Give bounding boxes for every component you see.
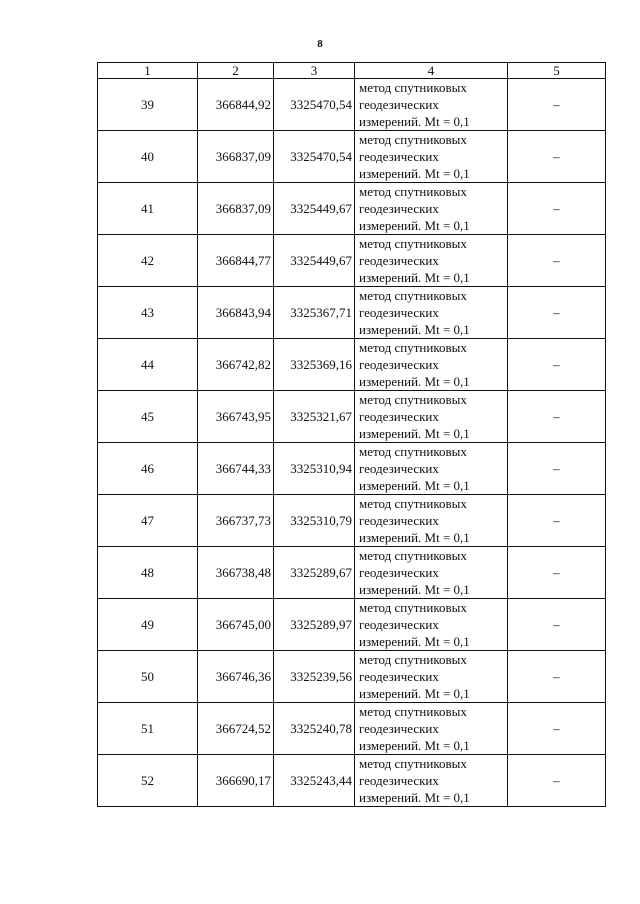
x-coordinate-cell: 366690,17	[198, 755, 274, 807]
table-row	[98, 131, 606, 183]
table-row	[98, 391, 606, 443]
y-coordinate-cell: 3325367,71	[274, 287, 355, 339]
table-row	[98, 443, 606, 495]
header-col-4: 4	[355, 63, 508, 79]
table-row	[98, 235, 606, 287]
page-number: 8	[317, 38, 323, 50]
method-text-line-2: геодезических	[359, 409, 439, 424]
point-number-cell: 50	[98, 651, 198, 703]
table-row	[98, 339, 606, 391]
method-cell	[355, 703, 508, 755]
method-text-line-3: измерений. Mt = 0,1	[359, 322, 470, 337]
table-row	[98, 547, 606, 599]
point-number-cell: 51	[98, 703, 198, 755]
x-coordinate-cell: 366844,92	[198, 79, 274, 131]
method-text-line-1: метод спутниковых	[359, 288, 467, 303]
method-text-line-1: метод спутниковых	[359, 80, 467, 95]
method-text-line-1: метод спутниковых	[359, 756, 467, 771]
method-text-line-3: измерений. Mt = 0,1	[359, 686, 470, 701]
method-cell	[355, 183, 508, 235]
method-text-line-2: геодезических	[359, 773, 439, 788]
column-5-cell: –	[508, 547, 606, 599]
x-coordinate-cell: 366744,33	[198, 443, 274, 495]
x-coordinate-cell: 366746,36	[198, 651, 274, 703]
method-text-line-1: метод спутниковых	[359, 392, 467, 407]
table-row	[98, 495, 606, 547]
point-number-cell: 42	[98, 235, 198, 287]
method-text-line-2: геодезических	[359, 721, 439, 736]
y-coordinate-cell: 3325321,67	[274, 391, 355, 443]
table-header-row	[98, 63, 606, 79]
column-5-cell: –	[508, 287, 606, 339]
method-text-line-3: измерений. Mt = 0,1	[359, 478, 470, 493]
x-coordinate-cell: 366737,73	[198, 495, 274, 547]
method-text-line-1: метод спутниковых	[359, 704, 467, 719]
method-text-line-1: метод спутниковых	[359, 652, 467, 667]
point-number-cell: 46	[98, 443, 198, 495]
y-coordinate-cell: 3325239,56	[274, 651, 355, 703]
column-5-cell: –	[508, 235, 606, 287]
method-text-line-3: измерений. Mt = 0,1	[359, 634, 470, 649]
point-number-cell: 40	[98, 131, 198, 183]
point-number-cell: 47	[98, 495, 198, 547]
x-coordinate-cell: 366844,77	[198, 235, 274, 287]
method-text-line-2: геодезических	[359, 357, 439, 372]
point-number-cell: 43	[98, 287, 198, 339]
column-5-cell: –	[508, 495, 606, 547]
method-text-line-1: метод спутниковых	[359, 496, 467, 511]
method-cell	[355, 235, 508, 287]
table-row	[98, 651, 606, 703]
point-number-cell: 49	[98, 599, 198, 651]
method-text-line-3: измерений. Mt = 0,1	[359, 114, 470, 129]
y-coordinate-cell: 3325369,16	[274, 339, 355, 391]
method-cell	[355, 79, 508, 131]
table-row	[98, 599, 606, 651]
y-coordinate-cell: 3325310,94	[274, 443, 355, 495]
method-cell	[355, 339, 508, 391]
method-text-line-2: геодезических	[359, 305, 439, 320]
header-col-2: 2	[198, 63, 274, 79]
point-number-cell: 44	[98, 339, 198, 391]
method-text-line-2: геодезических	[359, 149, 439, 164]
column-5-cell: –	[508, 391, 606, 443]
method-text-line-2: геодезических	[359, 97, 439, 112]
y-coordinate-cell: 3325289,97	[274, 599, 355, 651]
x-coordinate-cell: 366843,94	[198, 287, 274, 339]
header-col-3: 3	[274, 63, 355, 79]
method-text-line-3: измерений. Mt = 0,1	[359, 582, 470, 597]
method-text-line-1: метод спутниковых	[359, 132, 467, 147]
y-coordinate-cell: 3325310,79	[274, 495, 355, 547]
point-number-cell: 48	[98, 547, 198, 599]
point-number-cell: 39	[98, 79, 198, 131]
method-text-line-3: измерений. Mt = 0,1	[359, 738, 470, 753]
method-text-line-1: метод спутниковых	[359, 340, 467, 355]
table-row	[98, 755, 606, 807]
method-cell	[355, 391, 508, 443]
point-number-cell: 52	[98, 755, 198, 807]
method-cell	[355, 495, 508, 547]
x-coordinate-cell: 366837,09	[198, 131, 274, 183]
method-cell	[355, 547, 508, 599]
method-text-line-1: метод спутниковых	[359, 600, 467, 615]
method-text-line-2: геодезических	[359, 617, 439, 632]
y-coordinate-cell: 3325240,78	[274, 703, 355, 755]
column-5-cell: –	[508, 183, 606, 235]
method-text-line-2: геодезических	[359, 565, 439, 580]
table-row	[98, 79, 606, 131]
point-number-cell: 41	[98, 183, 198, 235]
method-text-line-2: геодезических	[359, 253, 439, 268]
method-text-line-3: измерений. Mt = 0,1	[359, 270, 470, 285]
table-row	[98, 183, 606, 235]
method-cell	[355, 287, 508, 339]
header-col-5: 5	[508, 63, 606, 79]
column-5-cell: –	[508, 703, 606, 755]
column-5-cell: –	[508, 339, 606, 391]
table-body	[98, 79, 606, 807]
point-number-cell: 45	[98, 391, 198, 443]
method-text-line-1: метод спутниковых	[359, 236, 467, 251]
method-text-line-3: измерений. Mt = 0,1	[359, 374, 470, 389]
x-coordinate-cell: 366742,82	[198, 339, 274, 391]
method-text-line-3: измерений. Mt = 0,1	[359, 530, 470, 545]
table-row	[98, 703, 606, 755]
method-text-line-2: геодезических	[359, 669, 439, 684]
method-cell	[355, 651, 508, 703]
y-coordinate-cell: 3325449,67	[274, 235, 355, 287]
method-text-line-2: геодезических	[359, 201, 439, 216]
x-coordinate-cell: 366743,95	[198, 391, 274, 443]
column-5-cell: –	[508, 79, 606, 131]
method-text-line-3: измерений. Mt = 0,1	[359, 166, 470, 181]
x-coordinate-cell: 366837,09	[198, 183, 274, 235]
method-text-line-3: измерений. Mt = 0,1	[359, 790, 470, 805]
y-coordinate-cell: 3325449,67	[274, 183, 355, 235]
method-text-line-2: геодезических	[359, 513, 439, 528]
method-text-line-1: метод спутниковых	[359, 548, 467, 563]
method-text-line-2: геодезических	[359, 461, 439, 476]
y-coordinate-cell: 3325289,67	[274, 547, 355, 599]
method-cell	[355, 443, 508, 495]
method-text-line-1: метод спутниковых	[359, 184, 467, 199]
method-cell	[355, 755, 508, 807]
column-5-cell: –	[508, 651, 606, 703]
y-coordinate-cell: 3325470,54	[274, 79, 355, 131]
column-5-cell: –	[508, 755, 606, 807]
x-coordinate-cell: 366738,48	[198, 547, 274, 599]
x-coordinate-cell: 366724,52	[198, 703, 274, 755]
method-cell	[355, 131, 508, 183]
column-5-cell: –	[508, 599, 606, 651]
method-cell	[355, 599, 508, 651]
column-5-cell: –	[508, 443, 606, 495]
method-text-line-1: метод спутниковых	[359, 444, 467, 459]
column-5-cell: –	[508, 131, 606, 183]
table-row	[98, 287, 606, 339]
x-coordinate-cell: 366745,00	[198, 599, 274, 651]
method-text-line-3: измерений. Mt = 0,1	[359, 218, 470, 233]
header-col-1: 1	[98, 63, 198, 79]
coordinates-table	[97, 62, 606, 807]
y-coordinate-cell: 3325470,54	[274, 131, 355, 183]
y-coordinate-cell: 3325243,44	[274, 755, 355, 807]
method-text-line-3: измерений. Mt = 0,1	[359, 426, 470, 441]
